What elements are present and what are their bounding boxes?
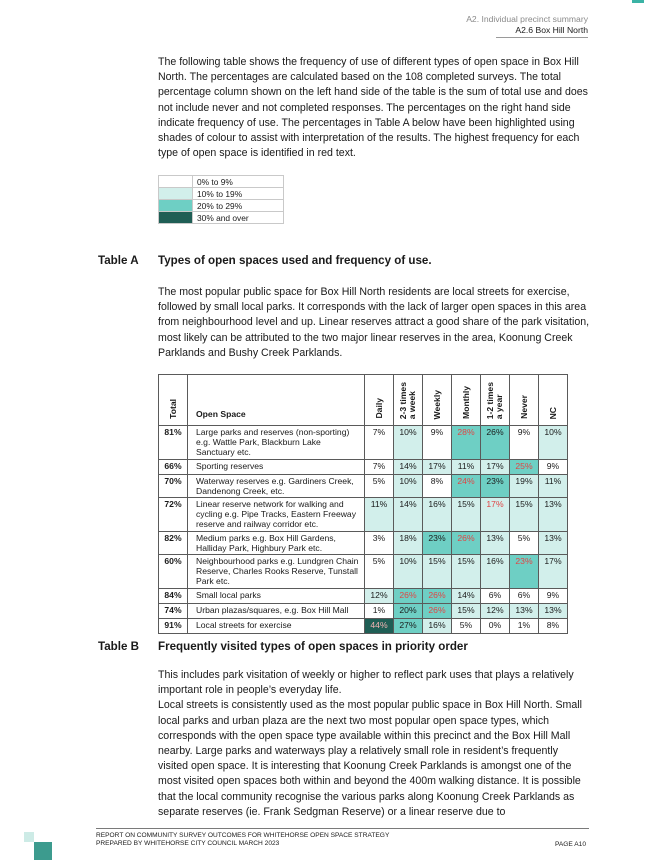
table-header-row <box>159 375 568 426</box>
cell-open-space: Linear reserve network for walking and cycling e.g. Pipe Tracks, Eastern Freeway reserve and railway corridor etc. <box>188 498 365 532</box>
table-a-title: Types of open spaces used and frequency of use. <box>158 254 432 267</box>
legend-row <box>159 176 284 188</box>
cell-2-3-times-a-week: 20% <box>394 604 423 619</box>
cell-daily: 1% <box>365 604 394 619</box>
table-a-tag: Table A <box>98 254 139 267</box>
col-header-2-3-times-a-week: 2-3 times a week <box>394 375 423 426</box>
cell-open-space: Neighbourhood parks e.g. Lundgren Chain Reserve, Charles Rooks Reserve, Tunstall Park etc. <box>188 555 365 589</box>
cell-never: 5% <box>510 532 539 555</box>
cell-nc: 17% <box>539 555 568 589</box>
col-header-total: Total <box>159 375 188 426</box>
cell-nc: 13% <box>539 532 568 555</box>
cell-2-3-times-a-week: 10% <box>394 426 423 460</box>
footer-prepared-by: PREPARED BY WHITEHORSE CITY COUNCIL MARCH 2023 <box>96 840 280 848</box>
footer-report-title: REPORT ON COMMUNITY SURVEY OUTCOMES FOR WHITEHORSE OPEN SPACE STRATEGY <box>96 832 390 839</box>
cell-nc: 8% <box>539 619 568 634</box>
cell-open-space: Local streets for exercise <box>188 619 365 634</box>
cell-2-3-times-a-week: 27% <box>394 619 423 634</box>
cell-weekly: 15% <box>423 555 452 589</box>
cell-weekly: 17% <box>423 460 452 475</box>
table-row <box>159 555 568 589</box>
cell-open-space: Sporting reserves <box>188 460 365 475</box>
cell-total: 74% <box>159 604 188 619</box>
legend-row <box>159 212 284 224</box>
cell-total: 81% <box>159 426 188 460</box>
cell-total: 60% <box>159 555 188 589</box>
cell-never: 19% <box>510 475 539 498</box>
table-b-paragraph: This includes park visitation of weekly or higher to reflect park uses that plays a relatively important role in people’s everyday life. Local streets is consistently used as the most popular public space in Box Hill North. Small local parks and urban plaza are the next two most popular open space types, which corresponds with the open space type available within this precinct and the Box Hill Mall nearby. Large parks and waterways play a relatively small role in resident’s frequently visited open space. It is interesting that Koonung Creek Parklands is amongst one of the most visited open spaces both within and beyond the 400m walking distance. It is possible that the local community recognise the various parks along Koonung Creek Parklands as separate reserves (ie. Frank Sedgman Reserve) or a linear reserve due to <box>158 669 582 818</box>
cell-monthly: 28% <box>452 426 481 460</box>
legend-swatch <box>159 176 193 188</box>
table-row <box>159 589 568 604</box>
cell-weekly: 26% <box>423 589 452 604</box>
cell-daily: 5% <box>365 475 394 498</box>
cell-monthly: 14% <box>452 589 481 604</box>
cell-weekly: 8% <box>423 475 452 498</box>
legend-row <box>159 188 284 200</box>
cell-nc: 13% <box>539 604 568 619</box>
cell-open-space: Urban plazas/squares, e.g. Box Hill Mall <box>188 604 365 619</box>
cell-monthly: 5% <box>452 619 481 634</box>
legend-row <box>159 200 284 212</box>
cell-2-3-times-a-week: 10% <box>394 555 423 589</box>
cell-monthly: 11% <box>452 460 481 475</box>
cell-never: 23% <box>510 555 539 589</box>
cell-weekly: 16% <box>423 619 452 634</box>
cell-2-3-times-a-week: 14% <box>394 460 423 475</box>
table-b-title: Frequently visited types of open spaces in priority order <box>158 640 468 653</box>
cell-1-2-times-a-year: 13% <box>481 532 510 555</box>
cell-2-3-times-a-week: 10% <box>394 475 423 498</box>
page-footer <box>96 832 389 849</box>
frequency-table <box>158 374 568 634</box>
col-header-daily: Daily <box>365 375 394 426</box>
cell-nc: 11% <box>539 475 568 498</box>
legend-label: 30% and over <box>193 212 284 224</box>
cell-nc: 10% <box>539 426 568 460</box>
cell-total: 70% <box>159 475 188 498</box>
page-number: PAGE A10 <box>554 841 586 848</box>
col-header-monthly: Monthly <box>452 375 481 426</box>
cell-monthly: 24% <box>452 475 481 498</box>
cell-nc: 9% <box>539 589 568 604</box>
table-b-tag: Table B <box>98 640 140 653</box>
cell-2-3-times-a-week: 18% <box>394 532 423 555</box>
cell-1-2-times-a-year: 0% <box>481 619 510 634</box>
corner-accent-mark <box>632 0 644 3</box>
footer-accent-square-dark <box>34 842 52 860</box>
cell-never: 25% <box>510 460 539 475</box>
cell-total: 66% <box>159 460 188 475</box>
cell-daily: 7% <box>365 426 394 460</box>
cell-monthly: 15% <box>452 555 481 589</box>
table-row <box>159 604 568 619</box>
cell-daily: 3% <box>365 532 394 555</box>
cell-never: 1% <box>510 619 539 634</box>
section-title: A2. Individual precinct summary <box>466 14 588 24</box>
cell-weekly: 9% <box>423 426 452 460</box>
table-row <box>159 498 568 532</box>
cell-nc: 13% <box>539 498 568 532</box>
cell-2-3-times-a-week: 14% <box>394 498 423 532</box>
cell-daily: 12% <box>365 589 394 604</box>
subsection-title: A2.6 Box Hill North <box>515 25 588 35</box>
cell-1-2-times-a-year: 16% <box>481 555 510 589</box>
legend-swatch <box>159 200 193 212</box>
cell-total: 84% <box>159 589 188 604</box>
col-header-nc: NC <box>539 375 568 426</box>
page-header <box>466 14 588 36</box>
cell-never: 9% <box>510 426 539 460</box>
footer-accent-square-light <box>24 832 34 842</box>
cell-weekly: 23% <box>423 532 452 555</box>
table-row <box>159 426 568 460</box>
table-row <box>159 475 568 498</box>
cell-weekly: 26% <box>423 604 452 619</box>
legend-label: 10% to 19% <box>193 188 284 200</box>
cell-monthly: 26% <box>452 532 481 555</box>
cell-1-2-times-a-year: 6% <box>481 589 510 604</box>
table-row <box>159 460 568 475</box>
cell-1-2-times-a-year: 17% <box>481 498 510 532</box>
cell-monthly: 15% <box>452 498 481 532</box>
cell-open-space: Large parks and reserves (non-sporting) e.g. Wattle Park, Blackburn Lake Sanctuary etc. <box>188 426 365 460</box>
cell-daily: 11% <box>365 498 394 532</box>
cell-nc: 9% <box>539 460 568 475</box>
cell-open-space: Waterway reserves e.g. Gardiners Creek, Dandenong Creek, etc. <box>188 475 365 498</box>
cell-1-2-times-a-year: 23% <box>481 475 510 498</box>
cell-monthly: 15% <box>452 604 481 619</box>
cell-never: 15% <box>510 498 539 532</box>
legend-label: 0% to 9% <box>193 176 284 188</box>
cell-weekly: 16% <box>423 498 452 532</box>
cell-1-2-times-a-year: 17% <box>481 460 510 475</box>
col-header-open-space: Open Space <box>188 375 365 426</box>
cell-1-2-times-a-year: 12% <box>481 604 510 619</box>
intro-paragraph: The following table shows the frequency of use of different types of open space in Box Hill North. The percentages are calculated based on the 108 completed surveys. The total percentage column shown on the left hand side of the table is the sum of total use and does not include never and not completed responses. The percentages on the right hand side indicate frequency of use. The percentages in Table A below have been highlighted using shades of colour to assist with interpretation of the results. The highest frequency for each type of open space is identified in red text. <box>158 56 588 160</box>
table-a-paragraph: The most popular public space for Box Hill North residents are local streets for exercise, followed by small local parks. It corresponds with the lack of larger open spaces in this area from neighbourhood level and up. Linear reserves attract a good share of the park visitation, most likely can be attributed to the two major linear reserves in the area, Koonung Creek Parklands and Bushy Creek Parklands. <box>158 286 590 359</box>
cell-open-space: Small local parks <box>188 589 365 604</box>
cell-daily: 5% <box>365 555 394 589</box>
cell-2-3-times-a-week: 26% <box>394 589 423 604</box>
legend-swatch <box>159 188 193 200</box>
cell-open-space: Medium parks e.g. Box Hill Gardens, Halliday Park, Highbury Park etc. <box>188 532 365 555</box>
footer-divider <box>96 828 589 829</box>
cell-1-2-times-a-year: 26% <box>481 426 510 460</box>
cell-daily: 44% <box>365 619 394 634</box>
cell-total: 82% <box>159 532 188 555</box>
colour-legend <box>158 175 284 224</box>
legend-label: 20% to 29% <box>193 200 284 212</box>
cell-total: 72% <box>159 498 188 532</box>
legend-swatch <box>159 212 193 224</box>
header-divider <box>496 37 588 38</box>
table-row <box>159 532 568 555</box>
col-header-weekly: Weekly <box>423 375 452 426</box>
cell-total: 91% <box>159 619 188 634</box>
cell-never: 13% <box>510 604 539 619</box>
table-row <box>159 619 568 634</box>
cell-never: 6% <box>510 589 539 604</box>
col-header-1-2-times-a-year: 1-2 times a year <box>481 375 510 426</box>
cell-daily: 7% <box>365 460 394 475</box>
col-header-never: Never <box>510 375 539 426</box>
